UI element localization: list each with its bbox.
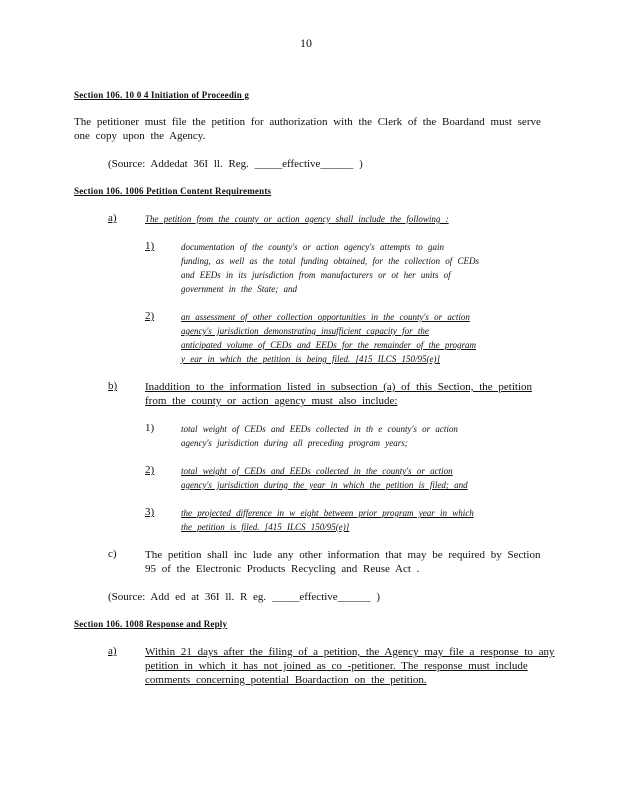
item-b1-line-1: total weight of CEDs and EEDs collected in th e county's or action xyxy=(181,424,458,434)
item-b2-line-1: total weight of CEDs and EEDs collected in the county's or action xyxy=(181,466,453,476)
item-a1-line-3: and EEDs in its jurisdiction from manufacturers or ot her units of xyxy=(181,270,451,280)
subsection-b-line-1: Inaddition to the information listed in subsection (a) of this Section, the petition xyxy=(145,381,533,393)
subsection-a-label: a) xyxy=(108,212,117,224)
item-a2-line-1: an assessment of other collection opportunities in the county's or action xyxy=(181,312,470,322)
item-b1-label: 1) xyxy=(145,422,155,434)
subsection-b-label: b) xyxy=(108,380,118,392)
subsection-c-line-1: The petition shall inc lude any other information that may be required by Section xyxy=(145,549,541,561)
section-1004-source: (Source: Addedat 36I ll. Reg. _____effective______ ) xyxy=(108,158,363,170)
item-a2-line-2: agency's jurisdiction demonstrating insufficient capacity for the xyxy=(181,326,429,336)
section-1006-source: (Source: Add ed at 36I ll. R eg. _____effective______ ) xyxy=(108,591,381,603)
item-b3-label: 3) xyxy=(145,506,155,518)
item-b1-line-2: agency's jurisdiction during all preceding program years; xyxy=(181,438,408,448)
subsection-1008-a-label: a) xyxy=(108,645,117,657)
subsection-b-line-2: from the county or action agency must also include: xyxy=(145,395,398,407)
item-a1-line-1: documentation of the county's or action agency's attempts to gain xyxy=(181,242,445,252)
subsection-1008-a-line-1: Within 21 days after the filing of a petition, the Agency may file a response to any xyxy=(145,646,555,658)
item-b2-line-2: agency's jurisdiction during the year in which the petition is filed; and xyxy=(181,480,468,490)
section-1008-heading: Section 106. 1008 Response and Reply xyxy=(74,619,228,629)
item-b2-label: 2) xyxy=(145,464,155,476)
section-1004-text-line-2: one copy upon the Agency. xyxy=(74,130,206,142)
item-a2-line-4: y ear in which the petition is being filed. [415 ILCS 150/95(e)] xyxy=(181,354,440,364)
subsection-a-text: The petition from the county or action agency shall include the following : xyxy=(145,214,449,224)
item-a1-label: 1) xyxy=(145,240,155,252)
page-number: 10 xyxy=(300,36,312,50)
subsection-c-label: c) xyxy=(108,548,117,560)
section-1006-heading: Section 106. 1006 Petition Content Requirements xyxy=(74,186,272,196)
section-1004-heading: Section 106. 10 0 4 Initiation of Proceedin g xyxy=(74,90,250,100)
item-a2-label: 2) xyxy=(145,310,155,322)
item-a1-line-4: government in the State; and xyxy=(181,284,297,294)
section-1004-text-line-1: The petitioner must file the petition for authorization with the Clerk of the Boardand must serve xyxy=(74,116,541,128)
item-a2-line-3: anticipated volume of CEDs and EEDs for the remainder of the program xyxy=(181,340,477,350)
subsection-c-line-2: 95 of the Electronic Products Recycling and Reuse Act . xyxy=(145,563,420,575)
subsection-1008-a-line-2: petition in which it has not joined as co -petitioner. The response must include xyxy=(145,660,528,672)
item-b3-line-1: the projected difference in w eight between prior program year in which xyxy=(181,508,474,518)
item-b3-line-2: the petition is filed. [415 ILCS 150/95(e)] xyxy=(181,522,350,532)
subsection-1008-a-line-3: comments concerning potential Boardaction on the petition. xyxy=(145,674,427,686)
item-a1-line-2: funding, as well as the total funding obtained, for the collection of CEDs xyxy=(181,256,479,266)
